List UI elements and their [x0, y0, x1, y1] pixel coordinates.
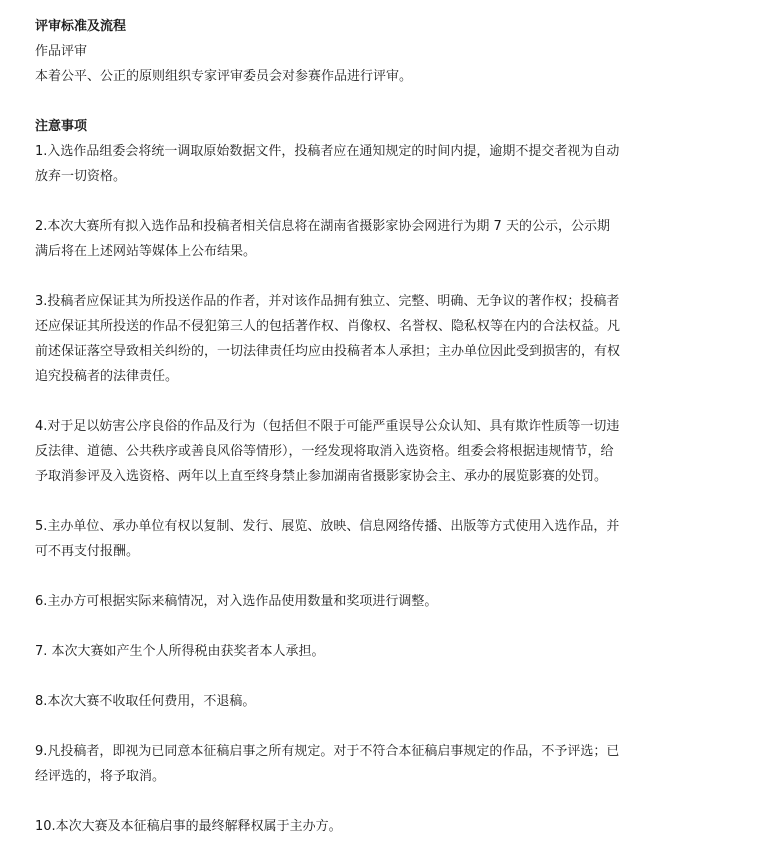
note-item-3-line-2: 还应保证其所投送的作品不侵犯第三人的包括著作权、肖像权、名誉权、隐私权等在内的合法权益。凡	[35, 319, 621, 334]
note-item-1-line-1: 1.入选作品组委会将统一调取原始数据文件，投稿者应在通知规定的时间内提，逾期不提交者视为自动	[35, 144, 620, 159]
spacer	[35, 489, 735, 514]
section-title-notes: 注意事项	[35, 119, 88, 134]
note-item-4-line-1: 4.对于足以妨害公序良俗的作品及行为（包括但不限于可能严重误导公众认知、具有欺诈性质等一切违	[35, 419, 620, 434]
note-item-1-line-2: 放弃一切资格。	[35, 169, 127, 184]
note-item-2-line-2: 满后将在上述网站等媒体上公布结果。	[35, 244, 257, 259]
note-item-4-line-2: 反法律、道德、公共秩序或善良风俗等情形），一经发现将取消入选资格。组委会将根据违规情节，给	[35, 444, 614, 459]
note-item-10-line-1: 10.本次大赛及本征稿启事的最终解释权属于主办方。	[35, 819, 342, 834]
spacer	[35, 789, 735, 814]
spacer	[35, 564, 735, 589]
spacer	[35, 614, 735, 639]
note-item-7-line-1: 7. 本次大赛如产生个人所得税由获奖者本人承担。	[35, 644, 325, 659]
note-item-6-line-1: 6.主办方可根据实际来稿情况，对入选作品使用数量和奖项进行调整。	[35, 594, 438, 609]
spacer	[35, 264, 735, 289]
spacer	[35, 389, 735, 414]
note-item-9-line-1: 9.凡投稿者，即视为已同意本征稿启事之所有规定。对于不符合本征稿启事规定的作品，不予评选；已	[35, 744, 620, 759]
section-title-review: 评审标准及流程	[35, 19, 127, 34]
spacer	[35, 89, 735, 114]
note-item-3-line-3: 前述保证落空导致相关纠纷的，一切法律责任均应由投稿者本人承担；主办单位因此受到损害的，有权	[35, 344, 621, 359]
note-item-3-line-4: 追究投稿者的法律责任。	[35, 369, 179, 384]
note-item-3-line-1: 3.投稿者应保证其为所投送作品的作者，并对该作品拥有独立、完整、明确、无争议的著作权；投稿者	[35, 294, 620, 309]
spacer	[35, 714, 735, 739]
note-item-9-line-2: 经评选的，将予取消。	[35, 769, 166, 784]
review-description: 本着公平、公正的原则组织专家评审委员会对参赛作品进行评审。	[35, 69, 413, 84]
section-subtitle-review: 作品评审	[35, 44, 88, 59]
spacer	[35, 664, 735, 689]
spacer	[35, 189, 735, 214]
note-item-8-line-1: 8.本次大赛不收取任何费用，不退稿。	[35, 694, 256, 709]
note-item-2-line-1: 2.本次大赛所有拟入选作品和投稿者相关信息将在湖南省摄影家协会网进行为期 7 天的公示，公示期	[35, 219, 610, 234]
note-item-5-line-1: 5.主办单位、承办单位有权以复制、发行、展览、放映、信息网络传播、出版等方式使用入选作品，并	[35, 519, 620, 534]
document-content	[35, 14, 735, 839]
note-item-5-line-2: 可不再支付报酬。	[35, 544, 140, 559]
note-item-4-line-3: 予取消参评及入选资格、两年以上直至终身禁止参加湖南省摄影家协会主、承办的展览影赛的处罚。	[35, 469, 608, 484]
